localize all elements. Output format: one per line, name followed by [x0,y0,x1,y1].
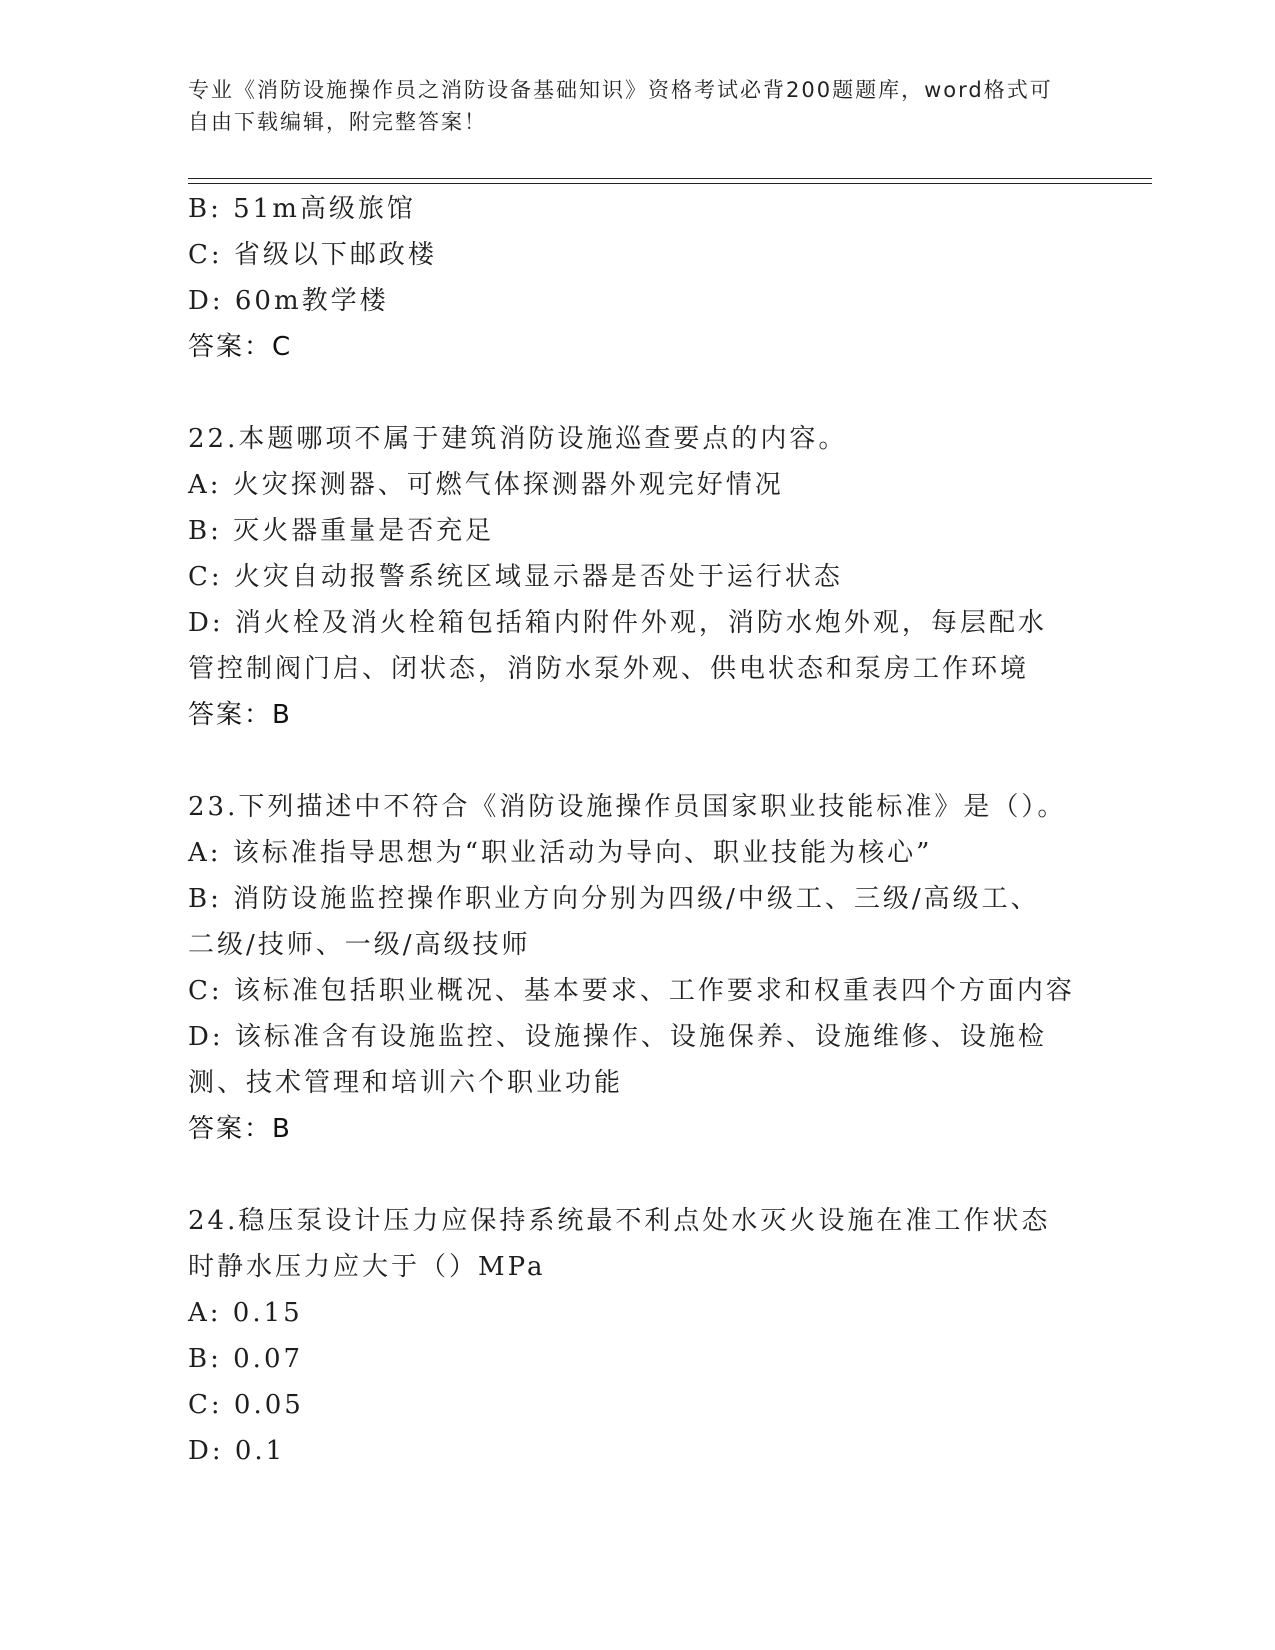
option-c: C: 火灾自动报警系统区域显示器是否处于运行状态 [188,562,843,592]
question-22 [188,416,1068,738]
question-text: 23.下列描述中不符合《消防设施操作员国家职业技能标准》是（）。 [188,792,1067,822]
question-list [188,186,1075,1474]
question-24 [188,1198,1068,1474]
option-b: B: 灭火器重量是否充足 [188,516,495,546]
option-b: B: 51m高级旅馆 [188,194,416,224]
question-23 [188,784,1075,1152]
spacer [188,738,1068,784]
option-b: B: 消防设施监控操作职业方向分别为四级/中级工、三级/高级工、二级/技师、一级/高级技师 [188,884,1040,960]
option-c: C: 省级以下邮政楼 [188,240,437,270]
answer: 答案：C [188,332,293,362]
option-c: C: 该标准包括职业概况、基本要求、工作要求和权重表四个方面内容 [188,976,1075,1006]
option-c: C: 0.05 [188,1390,304,1420]
question-text: 24.稳压泵设计压力应保持系统最不利点处水灭火设施在准工作状态时静水压力应大于（）MPa [188,1206,1051,1282]
option-d: D: 0.1 [188,1436,286,1466]
answer: 答案：B [188,700,292,730]
option-b: B: 0.07 [188,1344,304,1374]
document-header: 专业《消防设施操作员之消防设备基础知识》资格考试必背200题题库，word格式可自由下载编辑，附完整答案！ [188,78,1053,134]
question-text: 22.本题哪项不属于建筑消防设施巡查要点的内容。 [188,424,848,454]
spacer [188,370,1068,416]
option-d: D: 消火栓及消火栓箱包括箱内附件外观，消防水炮外观，每层配水管控制阀门启、闭状态，消防水泵外观、供电状态和泵房工作环境 [188,608,1047,684]
header-rule-top [188,178,1152,179]
option-d: D: 60m教学楼 [188,286,389,316]
option-a: A: 0.15 [188,1298,303,1328]
option-a: A: 该标准指导思想为“职业活动为导向、职业技能为核心” [188,838,933,868]
question-21-tail [188,186,1068,370]
option-d: D: 该标准含有设施监控、设施操作、设施保养、设施维修、设施检测、技术管理和培训六个职业功能 [188,1022,1047,1098]
header-rule-bottom [188,183,1152,184]
option-a: A: 火灾探测器、可燃气体探测器外观完好情况 [188,470,784,500]
answer: 答案：B [188,1114,292,1144]
spacer [188,1152,1068,1198]
